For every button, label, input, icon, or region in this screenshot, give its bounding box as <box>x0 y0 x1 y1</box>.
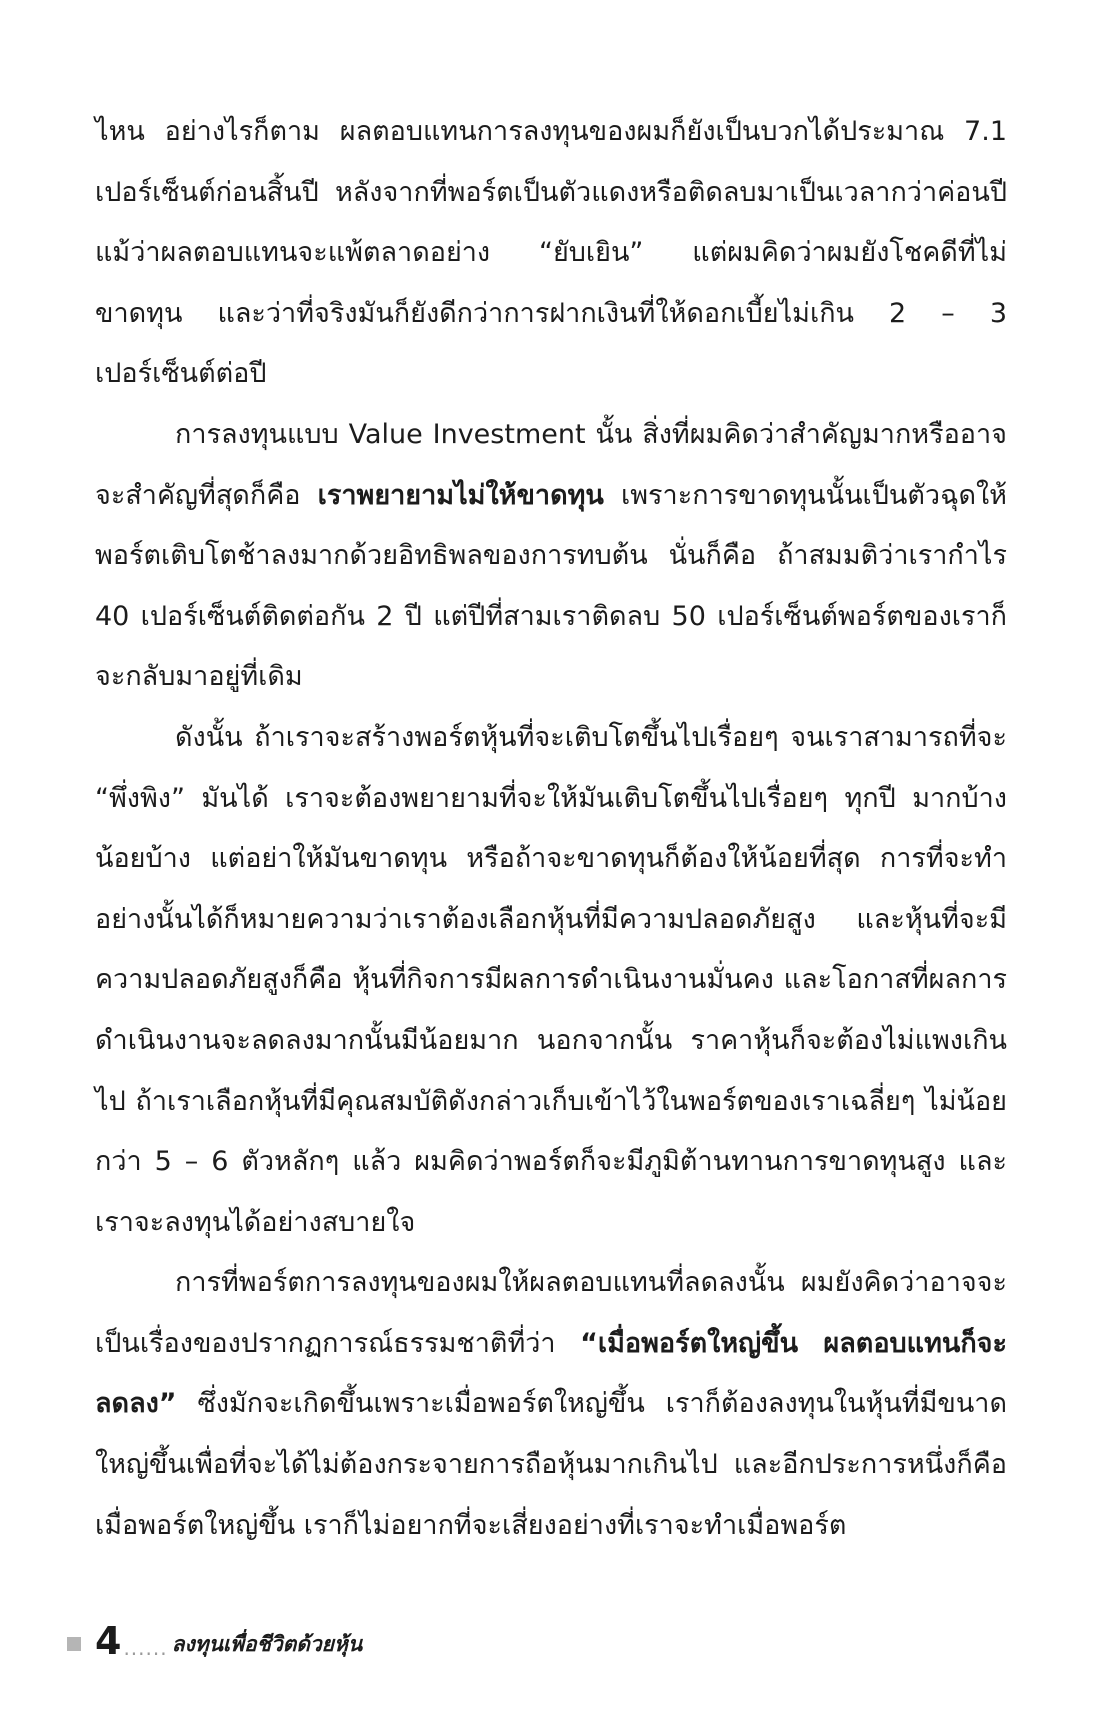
page-footer <box>67 1616 362 1666</box>
paragraph-2-emphasis: เราพยายามไม่ให้ขาดทุน <box>317 479 604 511</box>
footer-dots: ...... <box>123 1636 168 1660</box>
paragraph-4-text-b: ซึ่งมักจะเกิดขึ้นเพราะเมื่อพอร์ตใหญ่ขึ้น เราก็ต้องลงทุนในหุ้นที่มีขนาดใหญ่ขึ้นเพื่อที่จะได้ไม่ต้องกระจายการถือหุ้นมากเกินไป และอีกประการหนึ่งก็คือ เมื่อพอร์ตใหญ่ขึ้น เราก็ไม่อยากที่จะเสี่ยงอย่างที่เราจะทำเมื่อพอร์ต <box>95 1388 1007 1541</box>
body-text <box>95 102 1007 1556</box>
paragraph-3 <box>95 708 1007 1253</box>
paragraph-3-text: ดังนั้น ถ้าเราจะสร้างพอร์ตหุ้นที่จะเติบโตขึ้นไปเรื่อยๆ จนเราสามารถที่จะ “พึ่งพิง” มันได้ เราจะต้องพยายามที่จะให้มันเติบโตขึ้นไปเรื่อยๆ ทุกปี มากบ้างน้อยบ้าง แต่อย่าให้มันขาดทุน หรือถ้าจะขาดทุนก็ต้องให้น้อยที่สุด การที่จะทำอย่างนั้นได้ก็หมายความว่าเราต้องเลือกหุ้นที่มีความปลอดภัยสูง และหุ้นที่จะมีความปลอดภัยสูงก็คือ หุ้นที่กิจการมีผลการดำเนินงานมั่นคง และโอกาสที่ผลการดำเนินงานจะลดลงมากนั้นมีน้อยมาก นอกจากนั้น ราคาหุ้นก็จะต้องไม่แพงเกินไป ถ้าเราเลือกหุ้นที่มีคุณสมบัติดังกล่าวเก็บเข้าไว้ในพอร์ตของเราเฉลี่ยๆ ไม่น้อยกว่า 5 – 6 ตัวหลักๆ แล้ว ผมคิดว่าพอร์ตก็จะมีภูมิต้านทานการขาดทุนสูง และเราจะลงทุนได้อย่างสบายใจ <box>95 721 1007 1238</box>
paragraph-4-text-a: การที่พอร์ตการลงทุนของผมให้ผลตอบแทนที่ลดลงนั้น ผมยังคิดว่าอาจจะเป็นเรื่องของปรากฏการณ์ธรรมชาติที่ว่า <box>95 1267 1007 1359</box>
book-title: ลงทุนเพื่อชีวิตด้วยหุ้น <box>171 1631 363 1656</box>
paragraph-2 <box>95 405 1007 708</box>
paragraph-1-text: ไหน อย่างไรก็ตาม ผลตอบแทนการลงทุนของผมก็ยังเป็นบวกได้ประมาณ 7.1 เปอร์เซ็นต์ก่อนสิ้นปี หลังจากที่พอร์ตเป็นตัวแดงหรือติดลบมาเป็นเวลากว่าค่อนปี แม้ว่าผลตอบแทนจะแพ้ตลาดอย่าง “ยับเยิน” แต่ผมคิดว่าผมยังโชคดีที่ไม่ขาดทุน และว่าที่จริงมันก็ยังดีกว่าการฝากเงินที่ให้ดอกเบี้ยไม่เกิน 2 – 3 เปอร์เซ็นต์ต่อปี <box>95 116 1007 390</box>
footer-square-icon <box>67 1637 81 1651</box>
paragraph-1 <box>95 102 1007 405</box>
paragraph-2-text-a: การลงทุนแบบ Value Investment นั้น สิ่งที่ผมคิดว่าสำคัญมากหรืออาจจะสำคัญที่สุดก็คือ <box>95 418 1007 511</box>
paragraph-4 <box>95 1253 1007 1556</box>
paragraph-2-text-b: เพราะการขาดทุนนั้นเป็นตัวฉุดให้พอร์ตเติบโตช้าลงมากด้วยอิทธิพลของการทบต้น นั่นก็คือ ถ้าสมมติว่าเรากำไร 40 เปอร์เซ็นต์ติดต่อกัน 2 ปี แต่ปีที่สามเราติดลบ 50 เปอร์เซ็นต์พอร์ตของเราก็จะกลับมาอยู่ที่เดิม <box>95 479 1007 693</box>
paragraph-4-emphasis: “เมื่อพอร์ตใหญ่ขึ้น ผลตอบแทนก็จะลดลง” <box>95 1327 1008 1420</box>
page-number: 4 <box>95 1619 122 1663</box>
